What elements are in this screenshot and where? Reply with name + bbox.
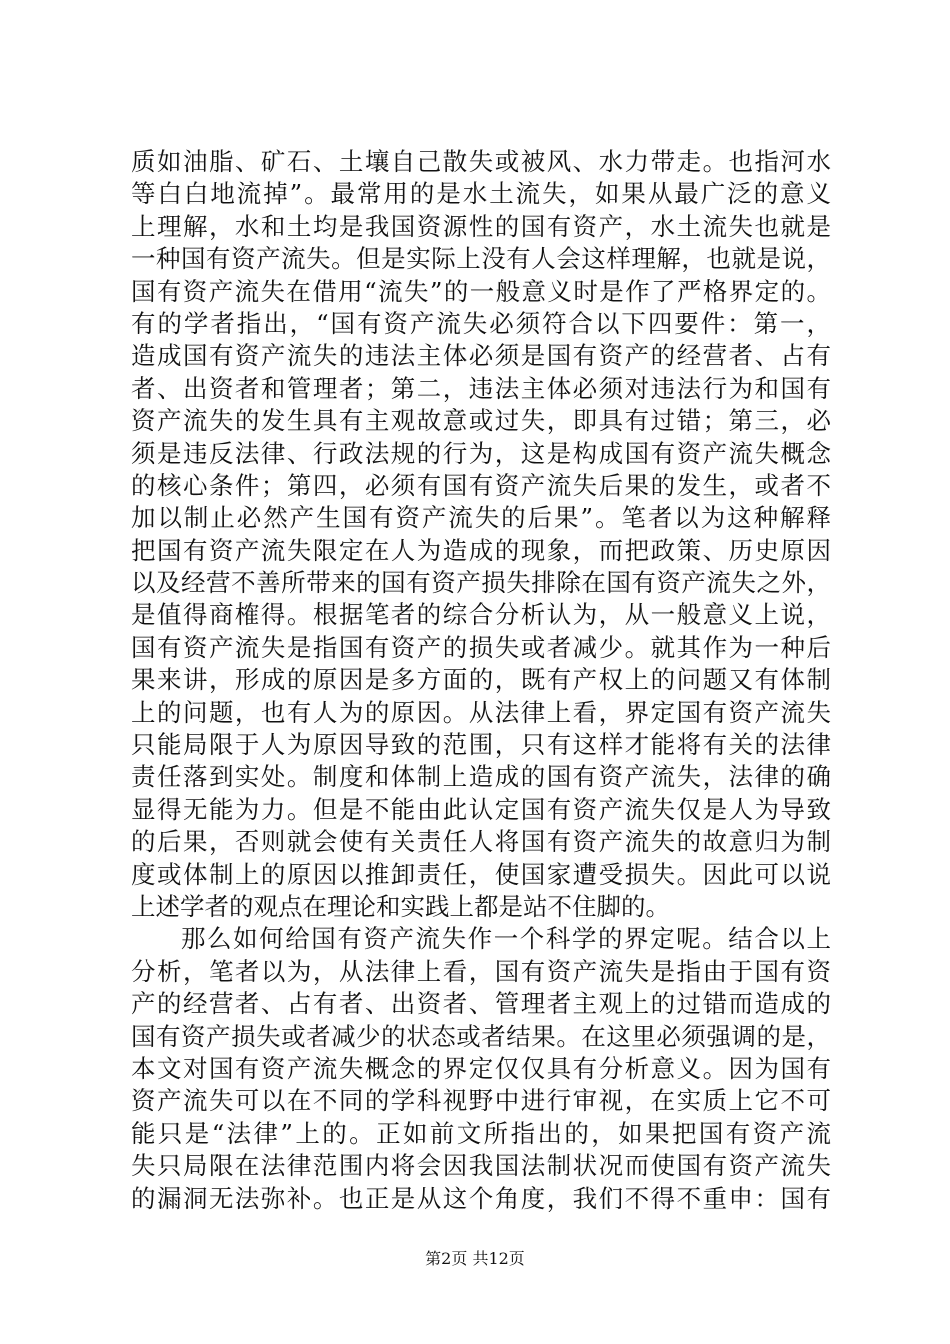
text-line: 的后果，否则就会使有关责任人将国有资产流失的故意归为制	[131, 827, 831, 857]
text-line: 是值得商榷得。根据笔者的综合分析认为，从一般意义上说，	[131, 600, 831, 630]
text-line: 能只是“法律”上的。正如前文所指出的，如果把国有资产流	[131, 1118, 831, 1148]
text-line: 资产流失的发生具有主观故意或过失，即具有过错；第三，必	[131, 406, 831, 436]
text-line: 一种国有资产流失。但是实际上没有人会这样理解，也就是说，	[131, 244, 831, 274]
text-line: 度或体制上的原因以推卸责任，使国家遭受损失。因此可以说	[131, 859, 831, 889]
text-line: 者、出资者和管理者；第二，违法主体必须对违法行为和国有	[131, 373, 831, 403]
text-line: 果来讲，形成的原因是多方面的，既有产权上的问题又有体制	[131, 665, 831, 695]
text-line: 本文对国有资产流失概念的界定仅仅具有分析意义。因为国有	[131, 1053, 831, 1083]
text-line: 责任落到实处。制度和体制上造成的国有资产流失，法律的确	[131, 762, 831, 792]
page-number-footer: 第2页 共12页	[425, 1249, 525, 1268]
text-line: 质如油脂、矿石、土壤自己散失或被风、水力带走。也指河水	[131, 147, 831, 176]
text-line: 加以制止必然产生国有资产流失的后果”。笔者以为这种解释	[131, 503, 831, 533]
text-line: 只能局限于人为原因导致的范围，只有这样才能将有关的法律	[131, 730, 831, 760]
paragraph-start-line: 那么如何给国有资产流失作一个科学的界定呢。结合以上	[181, 924, 831, 954]
text-line: 产的经营者、占有者、出资者、管理者主观上的过错而造成的	[131, 989, 831, 1019]
text-line: 失只局限在法律范围内将会因我国法制状况而使国有资产流失	[131, 1151, 831, 1181]
text-line: 造成国有资产流失的违法主体必须是国有资产的经营者、占有	[131, 341, 831, 371]
body-text	[131, 146, 831, 1215]
text-line: 有的学者指出，“国有资产流失必须符合以下四要件：第一，	[131, 308, 831, 338]
text-line: 的漏洞无法弥补。也正是从这个角度，我们不得不重申：国有	[131, 1183, 831, 1213]
text-line: 的核心条件；第四，必须有国有资产流失后果的发生，或者不	[131, 470, 831, 500]
text-line: 以及经营不善所带来的国有资产损失排除在国有资产流失之外，	[131, 568, 831, 598]
text-line: 等白白地流掉”。最常用的是水土流失，如果从最广泛的意义	[131, 179, 831, 209]
text-line: 须是违反法律、行政法规的行为，这是构成国有资产流失概念	[131, 438, 831, 468]
text-line: 上的问题，也有人为的原因。从法律上看，界定国有资产流失	[131, 697, 831, 727]
paragraph-end-line: 上述学者的观点在理论和实践上都是站不住脚的。	[131, 891, 670, 921]
text-line: 显得无能为力。但是不能由此认定国有资产流失仅是人为导致	[131, 794, 831, 824]
text-line: 国有资产流失在借用“流失”的一般意义时是作了严格界定的。	[131, 276, 831, 306]
text-line: 把国有资产流失限定在人为造成的现象，而把政策、历史原因	[131, 535, 831, 565]
text-line: 分析，笔者以为，从法律上看，国有资产流失是指由于国有资	[131, 956, 831, 986]
text-line: 上理解，水和土均是我国资源性的国有资产，水土流失也就是	[131, 211, 831, 241]
text-line: 国有资产流失是指国有资产的损失或者减少。就其作为一种后	[131, 632, 831, 662]
text-line: 资产流失可以在不同的学科视野中进行审视，在实质上它不可	[131, 1086, 831, 1116]
text-line: 国有资产损失或者减少的状态或者结果。在这里必须强调的是，	[131, 1021, 831, 1051]
